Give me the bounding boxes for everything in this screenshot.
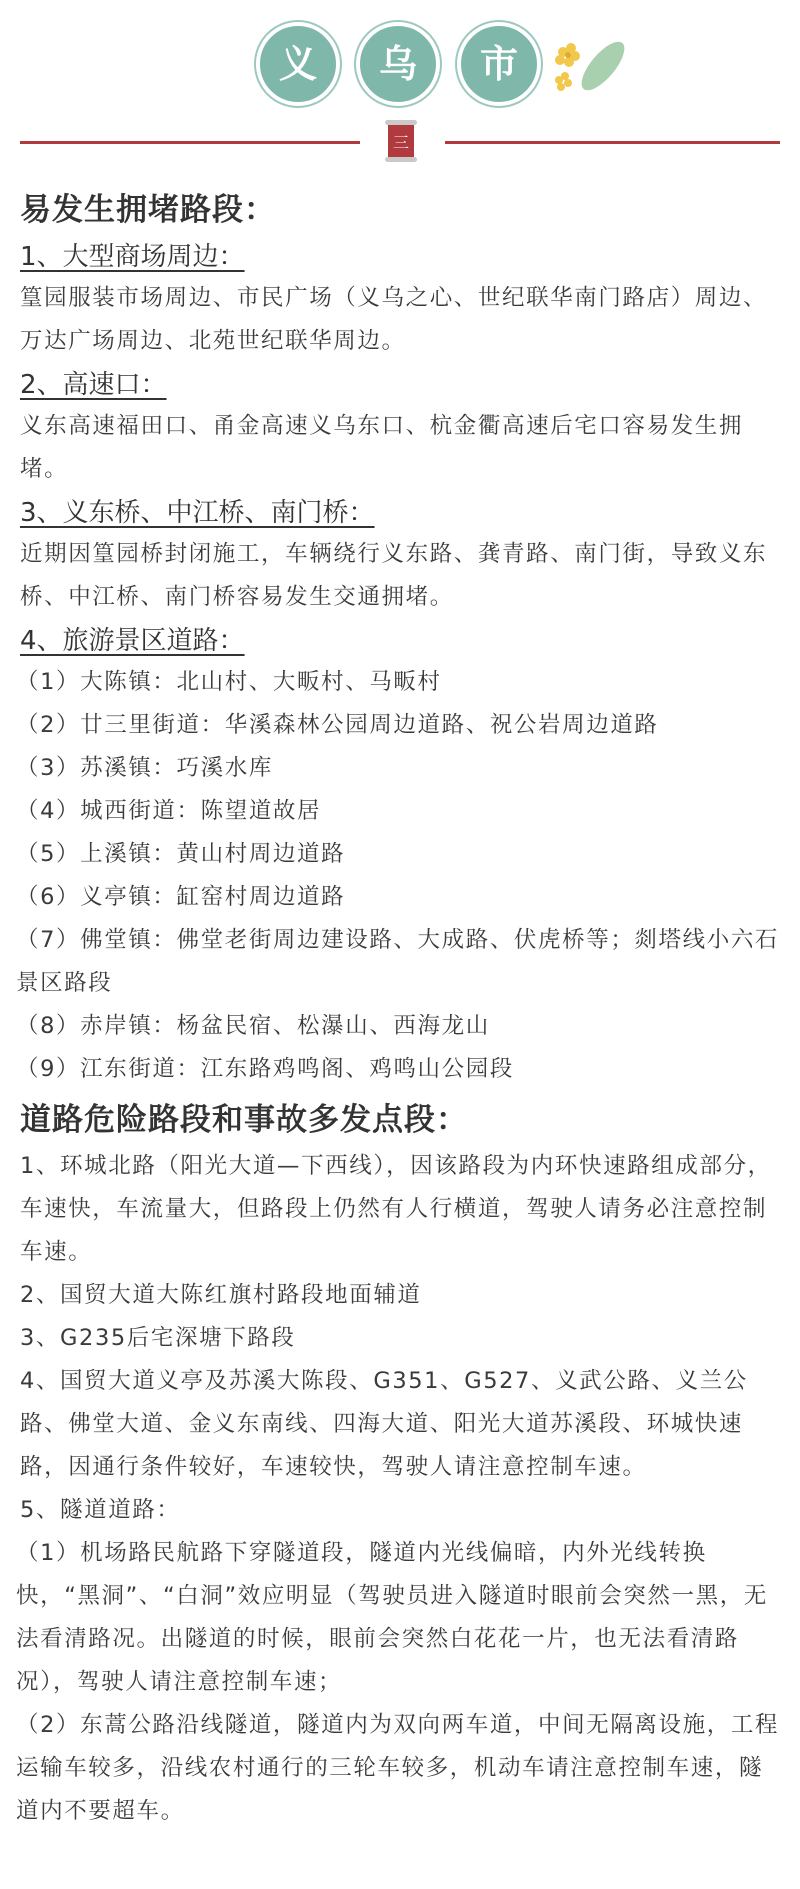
title-char-circle-2: 乌 <box>356 22 440 106</box>
divider-right <box>445 141 780 144</box>
title-char-circle-3: 市 <box>457 22 541 106</box>
subheading-malls: 1、大型商场周边： <box>20 242 245 272</box>
paragraph-highway-exits: 义东高速福田口、甬金高速义乌东口、杭金衢高速后宅口容易发生拥堵。 <box>20 413 744 482</box>
divider-left <box>20 141 360 144</box>
section-title-danger: 道路危险路段和事故多发点段： <box>20 1102 468 1138</box>
paragraph-danger-3: 3、G235后宅深塘下路段 <box>20 1325 296 1351</box>
subheading-bridges: 3、义东桥、中江桥、南门桥： <box>20 498 375 528</box>
paragraph-tunnel-1: （1）机场路民航路下穿隧道段，隧道内光线偏暗，内外光线转换快，“黑洞”、“白洞”效应明显（驾驶员进入隧道时眼前会突然一黑，无法看清路况。出隧道的时候，眼前会突然白花花一片，也无法看清路况），驾驶人请注意控制车速； <box>16 1540 768 1695</box>
paragraph-danger-4: 4、国贸大道义亭及苏溪大陈段、G351、G527、义武公路、义兰公路、佛堂大道、金义东南线、四海大道、阳光大道苏溪段、环城快速路，因通行条件较好，车速较快，驾驶人请注意控制车速。 <box>20 1368 748 1480</box>
list-item: （3）苏溪镇：巧溪水库 <box>16 755 273 781</box>
paragraph-bridges: 近期因篁园桥封闭施工，车辆绕行义东路、龚青路、南门街，导致义东桥、中江桥、南门桥容易发生交通拥堵。 <box>20 541 768 610</box>
scroll-icon <box>385 118 417 164</box>
list-item: （4）城西街道：陈望道故居 <box>16 798 322 824</box>
list-item: （7）佛堂镇：佛堂老街周边建设路、大成路、伏虎桥等；剡塔线小六石景区路段 <box>16 927 780 996</box>
list-item: （2）廿三里街道：华溪森林公园周边道路、祝公岩周边道路 <box>16 712 659 738</box>
paragraph-danger-2: 2、国贸大道大陈红旗村路段地面辅道 <box>20 1282 422 1308</box>
paragraph-danger-5: 5、隧道道路： <box>20 1497 181 1523</box>
list-item: （8）赤岸镇：杨盆民宿、松瀑山、西海龙山 <box>16 1013 490 1039</box>
paragraph-tunnel-2: （2）东蒿公路沿线隧道，隧道内为双向两车道，中间无隔离设施，工程运输车较多，沿线农村通行的三轮车较多，机动车请注意控制车速，隧道内不要超车。 <box>16 1712 780 1824</box>
scroll-glyph: 三 <box>392 133 410 152</box>
subheading-highway-exits: 2、高速口： <box>20 370 167 400</box>
paragraph-danger-1: 1、环城北路（阳光大道—下西线），因该路段为内环快速路组成部分，车速快，车流量大，但路段上仍然有人行横道，驾驶人请务必注意控制车速。 <box>20 1153 772 1265</box>
list-item: （5）上溪镇：黄山村周边道路 <box>16 841 346 867</box>
paragraph-malls: 篁园服装市场周边、市民广场（义乌之心、世纪联华南门路店）周边、万达广场周边、北苑世纪联华周边。 <box>20 285 768 354</box>
article-body <box>16 185 780 1833</box>
subheading-scenic-roads: 4、旅游景区道路： <box>20 626 245 656</box>
list-item: （9）江东街道：江东路鸡鸣阁、鸡鸣山公园段 <box>16 1056 514 1082</box>
header-banner <box>0 0 800 175</box>
flower-leaf-icon <box>545 30 625 100</box>
section-title-congestion: 易发生拥堵路段： <box>20 192 276 228</box>
title-char-circle-1: 义 <box>256 22 340 106</box>
list-item: （1）大陈镇：北山村、大畈村、马畈村 <box>16 669 442 695</box>
list-item: （6）义亭镇：缸窑村周边道路 <box>16 884 346 910</box>
